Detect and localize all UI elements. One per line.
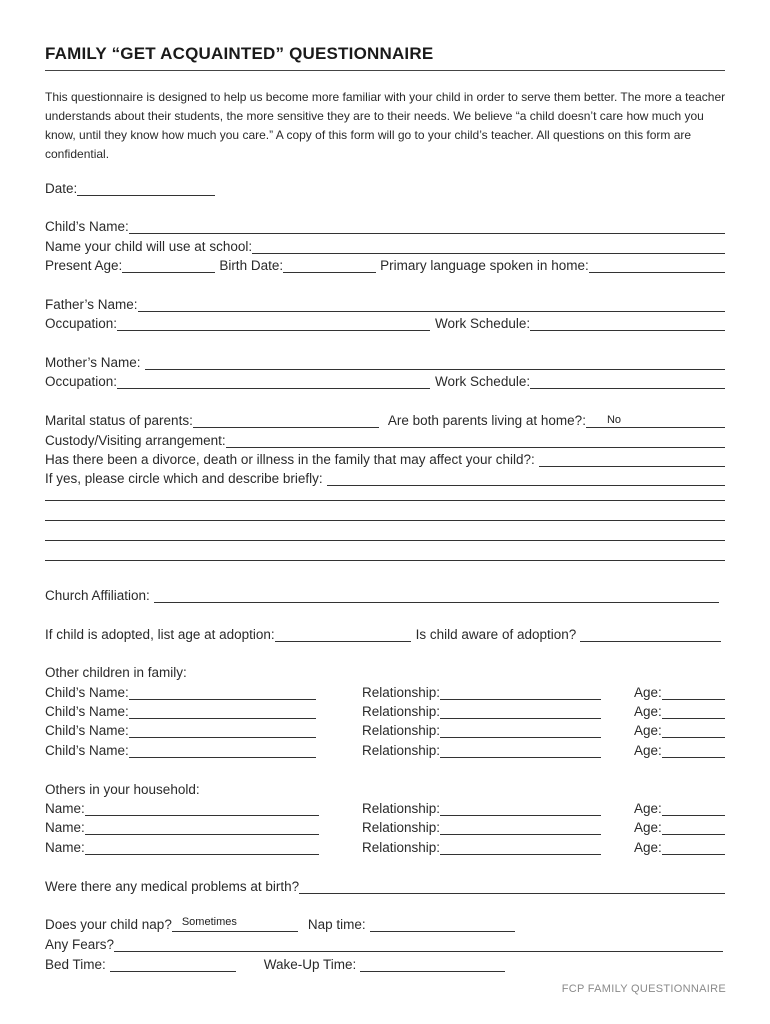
household-name-row-1 xyxy=(45,798,319,816)
bed-time-field[interactable] xyxy=(110,957,236,972)
describe-line-1[interactable] xyxy=(45,500,725,501)
household-age-row-3 xyxy=(634,837,725,855)
describe-line-2[interactable] xyxy=(45,520,725,521)
sibling-name-field[interactable] xyxy=(129,685,316,700)
age-field[interactable] xyxy=(662,743,725,758)
others-household-label: Others in your household: xyxy=(45,782,200,797)
marital-status-field[interactable] xyxy=(193,413,379,428)
relationship-field[interactable] xyxy=(440,723,601,738)
both-parents-value: No xyxy=(606,414,622,426)
sibling-name-row-3 xyxy=(45,720,316,738)
aware-adoption-field[interactable] xyxy=(580,627,721,642)
household-name-field[interactable] xyxy=(85,820,319,835)
nap-row xyxy=(45,914,515,932)
relationship-label: Relationship: xyxy=(362,840,441,855)
other-children-label: Other children in family: xyxy=(45,665,187,680)
both-parents-label: Are both parents living at home?: xyxy=(387,413,586,428)
adoption-age-field[interactable] xyxy=(275,627,411,642)
child-name-field[interactable] xyxy=(129,219,725,234)
date-field[interactable] xyxy=(77,181,215,196)
relationship-field[interactable] xyxy=(440,704,601,719)
sibling-age-row-1 xyxy=(634,682,725,700)
relationship-label: Relationship: xyxy=(362,743,441,758)
father-name-field[interactable] xyxy=(138,297,725,312)
sibling-name-label: Child’s Name: xyxy=(45,685,129,700)
adoption-age-label: If child is adopted, list age at adoption: xyxy=(45,627,275,642)
sibling-relationship-row-2 xyxy=(362,701,601,719)
birth-date-label: Birth Date: xyxy=(219,258,284,273)
medical-row xyxy=(45,876,725,894)
relationship-field[interactable] xyxy=(440,840,601,855)
age-field[interactable] xyxy=(662,723,725,738)
age-label: Age: xyxy=(634,743,662,758)
mother-occupation-label: Occupation: xyxy=(45,374,118,389)
custody-field[interactable] xyxy=(226,433,725,448)
mother-name-label: Mother’s Name: xyxy=(45,355,141,370)
father-work-schedule-field[interactable] xyxy=(530,316,725,331)
fears-label: Any Fears? xyxy=(45,937,115,952)
child-name-label: Child’s Name: xyxy=(45,219,129,234)
sibling-name-field[interactable] xyxy=(129,723,316,738)
primary-language-label: Primary language spoken in home: xyxy=(380,258,589,273)
relationship-label: Relationship: xyxy=(362,685,441,700)
birth-date-field[interactable] xyxy=(283,258,376,273)
school-name-row xyxy=(45,236,725,254)
nap-time-field[interactable] xyxy=(370,917,515,932)
father-name-label: Father’s Name: xyxy=(45,297,138,312)
fears-row xyxy=(45,934,723,952)
sibling-name-row-4 xyxy=(45,740,316,758)
child-name-row xyxy=(45,216,725,234)
age-label: Age: xyxy=(634,840,662,855)
sibling-name-field[interactable] xyxy=(129,743,316,758)
age-field[interactable] xyxy=(662,840,725,855)
date-label: Date: xyxy=(45,181,78,196)
nap-label: Does your child nap? xyxy=(45,917,172,932)
others-household-heading xyxy=(45,779,200,797)
household-relationship-row-1 xyxy=(362,798,601,816)
nap-time-label: Nap time: xyxy=(307,917,366,932)
if-yes-row xyxy=(45,468,725,486)
relationship-label: Relationship: xyxy=(362,723,441,738)
household-name-field[interactable] xyxy=(85,840,319,855)
relationship-label: Relationship: xyxy=(362,820,441,835)
father-occupation-field[interactable] xyxy=(117,316,430,331)
sibling-name-label: Child’s Name: xyxy=(45,704,129,719)
bed-time-label: Bed Time: xyxy=(45,957,106,972)
sibling-name-label: Child’s Name: xyxy=(45,723,129,738)
custody-row xyxy=(45,430,725,448)
present-age-label: Present Age: xyxy=(45,258,123,273)
age-birth-language-row xyxy=(45,255,725,273)
mother-name-row xyxy=(45,352,725,370)
date-row xyxy=(45,178,215,196)
divorce-answer-field[interactable] xyxy=(539,452,725,467)
marital-row xyxy=(45,410,725,428)
medical-label: Were there any medical problems at birth? xyxy=(45,879,300,894)
relationship-label: Relationship: xyxy=(362,801,441,816)
age-label: Age: xyxy=(634,704,662,719)
sibling-name-field[interactable] xyxy=(129,704,316,719)
intro-paragraph: This questionnaire is designed to help us become more familiar with your child in order to serve them better. The more a teacher understands about their students, the more sensitive they are to their needs. We believe “a child doesn’t care how much you know, until they know how much you care.” A copy of this form will go to your child’s teacher. All questions on this form are confidential. xyxy=(45,90,726,161)
mother-occupation-row xyxy=(45,371,725,389)
medical-field[interactable] xyxy=(299,879,725,894)
age-field[interactable] xyxy=(662,820,725,835)
age-label: Age: xyxy=(634,820,662,835)
describe-line-4[interactable] xyxy=(45,560,725,561)
household-age-row-1 xyxy=(634,798,725,816)
relationship-field[interactable] xyxy=(440,820,601,835)
other-children-heading xyxy=(45,662,187,680)
nap-answer-value: Sometimes xyxy=(181,916,237,928)
household-name-label: Name: xyxy=(45,840,85,855)
wake-time-label: Wake-Up Time: xyxy=(263,957,357,972)
relationship-field[interactable] xyxy=(440,685,601,700)
sibling-name-row-1 xyxy=(45,682,316,700)
fears-field[interactable] xyxy=(114,937,723,952)
father-name-row xyxy=(45,294,725,312)
father-occupation-row xyxy=(45,313,725,331)
school-name-field[interactable] xyxy=(252,239,725,254)
sibling-relationship-row-4 xyxy=(362,740,601,758)
sibling-age-row-4 xyxy=(634,740,725,758)
household-name-field[interactable] xyxy=(85,801,319,816)
if-yes-field[interactable] xyxy=(327,471,725,486)
both-parents-field[interactable] xyxy=(586,413,725,428)
mother-work-schedule-field[interactable] xyxy=(530,374,725,389)
if-yes-label: If yes, please circle which and describe briefly: xyxy=(45,471,323,486)
age-label: Age: xyxy=(634,685,662,700)
household-relationship-row-3 xyxy=(362,837,601,855)
household-name-label: Name: xyxy=(45,801,85,816)
household-name-label: Name: xyxy=(45,820,85,835)
church-label: Church Affiliation: xyxy=(45,588,150,603)
relationship-label: Relationship: xyxy=(362,704,441,719)
custody-label: Custody/Visiting arrangement: xyxy=(45,433,226,448)
age-field[interactable] xyxy=(662,801,725,816)
church-field[interactable] xyxy=(154,588,719,603)
divorce-question-label: Has there been a divorce, death or illness in the family that may affect your child?: xyxy=(45,452,535,467)
sibling-name-label: Child’s Name: xyxy=(45,743,129,758)
sleep-times-row xyxy=(45,954,505,972)
sibling-age-row-3 xyxy=(634,720,725,738)
age-field[interactable] xyxy=(662,704,725,719)
present-age-field[interactable] xyxy=(122,258,215,273)
aware-adoption-label: Is child aware of adoption? xyxy=(415,627,577,642)
mother-occupation-field[interactable] xyxy=(117,374,430,389)
school-name-label: Name your child will use at school: xyxy=(45,239,253,254)
household-name-row-2 xyxy=(45,817,319,835)
primary-language-field[interactable] xyxy=(589,258,725,273)
father-work-schedule-label: Work Schedule: xyxy=(435,316,531,331)
wake-time-field[interactable] xyxy=(360,957,505,972)
relationship-field[interactable] xyxy=(440,743,601,758)
relationship-field[interactable] xyxy=(440,801,601,816)
household-relationship-row-2 xyxy=(362,817,601,835)
sibling-relationship-row-3 xyxy=(362,720,601,738)
mother-work-schedule-label: Work Schedule: xyxy=(435,374,531,389)
sibling-name-row-2 xyxy=(45,701,316,719)
adoption-row xyxy=(45,624,721,642)
age-field[interactable] xyxy=(662,685,725,700)
household-name-row-3 xyxy=(45,837,319,855)
marital-status-label: Marital status of parents: xyxy=(45,413,193,428)
nap-answer-field[interactable] xyxy=(172,917,298,932)
title-divider xyxy=(45,70,725,71)
age-label: Age: xyxy=(634,801,662,816)
page-footer: FCP FAMILY QUESTIONNAIRE xyxy=(561,983,726,995)
church-row xyxy=(45,585,719,603)
form-title: FAMILY “GET ACQUAINTED” QUESTIONNAIRE xyxy=(45,44,434,63)
household-age-row-2 xyxy=(634,817,725,835)
divorce-row xyxy=(45,449,725,467)
describe-line-3[interactable] xyxy=(45,540,725,541)
father-occupation-label: Occupation: xyxy=(45,316,118,331)
age-label: Age: xyxy=(634,723,662,738)
sibling-age-row-2 xyxy=(634,701,725,719)
sibling-relationship-row-1 xyxy=(362,682,601,700)
mother-name-field[interactable] xyxy=(145,355,725,370)
